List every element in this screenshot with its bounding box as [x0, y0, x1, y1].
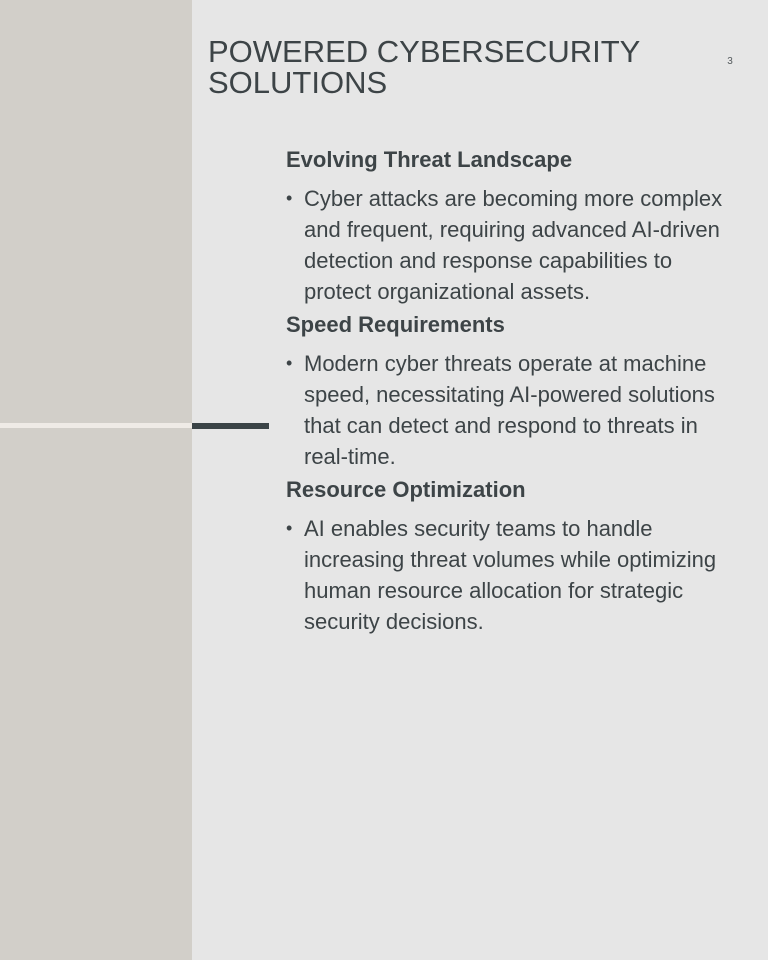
slide-number: 3: [727, 56, 733, 67]
accent-bar: [192, 423, 269, 429]
slide-content: [286, 146, 726, 637]
slide-title: POWERED CYBERSECURITY SOLUTIONS: [208, 34, 640, 100]
bullet-icon: •: [286, 188, 293, 208]
section-speed-requirements: [286, 311, 726, 472]
section-heading: Evolving Threat Landscape: [286, 147, 573, 172]
section-heading: Speed Requirements: [286, 312, 505, 337]
section-resource-optimization: [286, 476, 726, 637]
bullet-text: Cyber attacks are becoming more complex and frequent, requiring advanced AI-driven detection and response capabilities to protect organizational assets.: [304, 186, 723, 304]
left-decorative-panel: [0, 0, 192, 960]
panel-divider-line: [0, 423, 192, 428]
bullet-item: [286, 513, 726, 637]
bullet-item: [286, 348, 726, 472]
bullet-text: AI enables security teams to handle increasing threat volumes while optimizing human resource allocation for strategic security decisions.: [304, 516, 717, 634]
bullet-item: [286, 183, 726, 307]
bullet-icon: •: [286, 518, 293, 538]
section-heading: Resource Optimization: [286, 477, 526, 502]
section-evolving-threat-landscape: [286, 146, 726, 307]
bullet-icon: •: [286, 353, 293, 373]
bullet-text: Modern cyber threats operate at machine speed, necessitating AI-powered solutions that can detect and respond to threats in real-time.: [304, 351, 715, 469]
